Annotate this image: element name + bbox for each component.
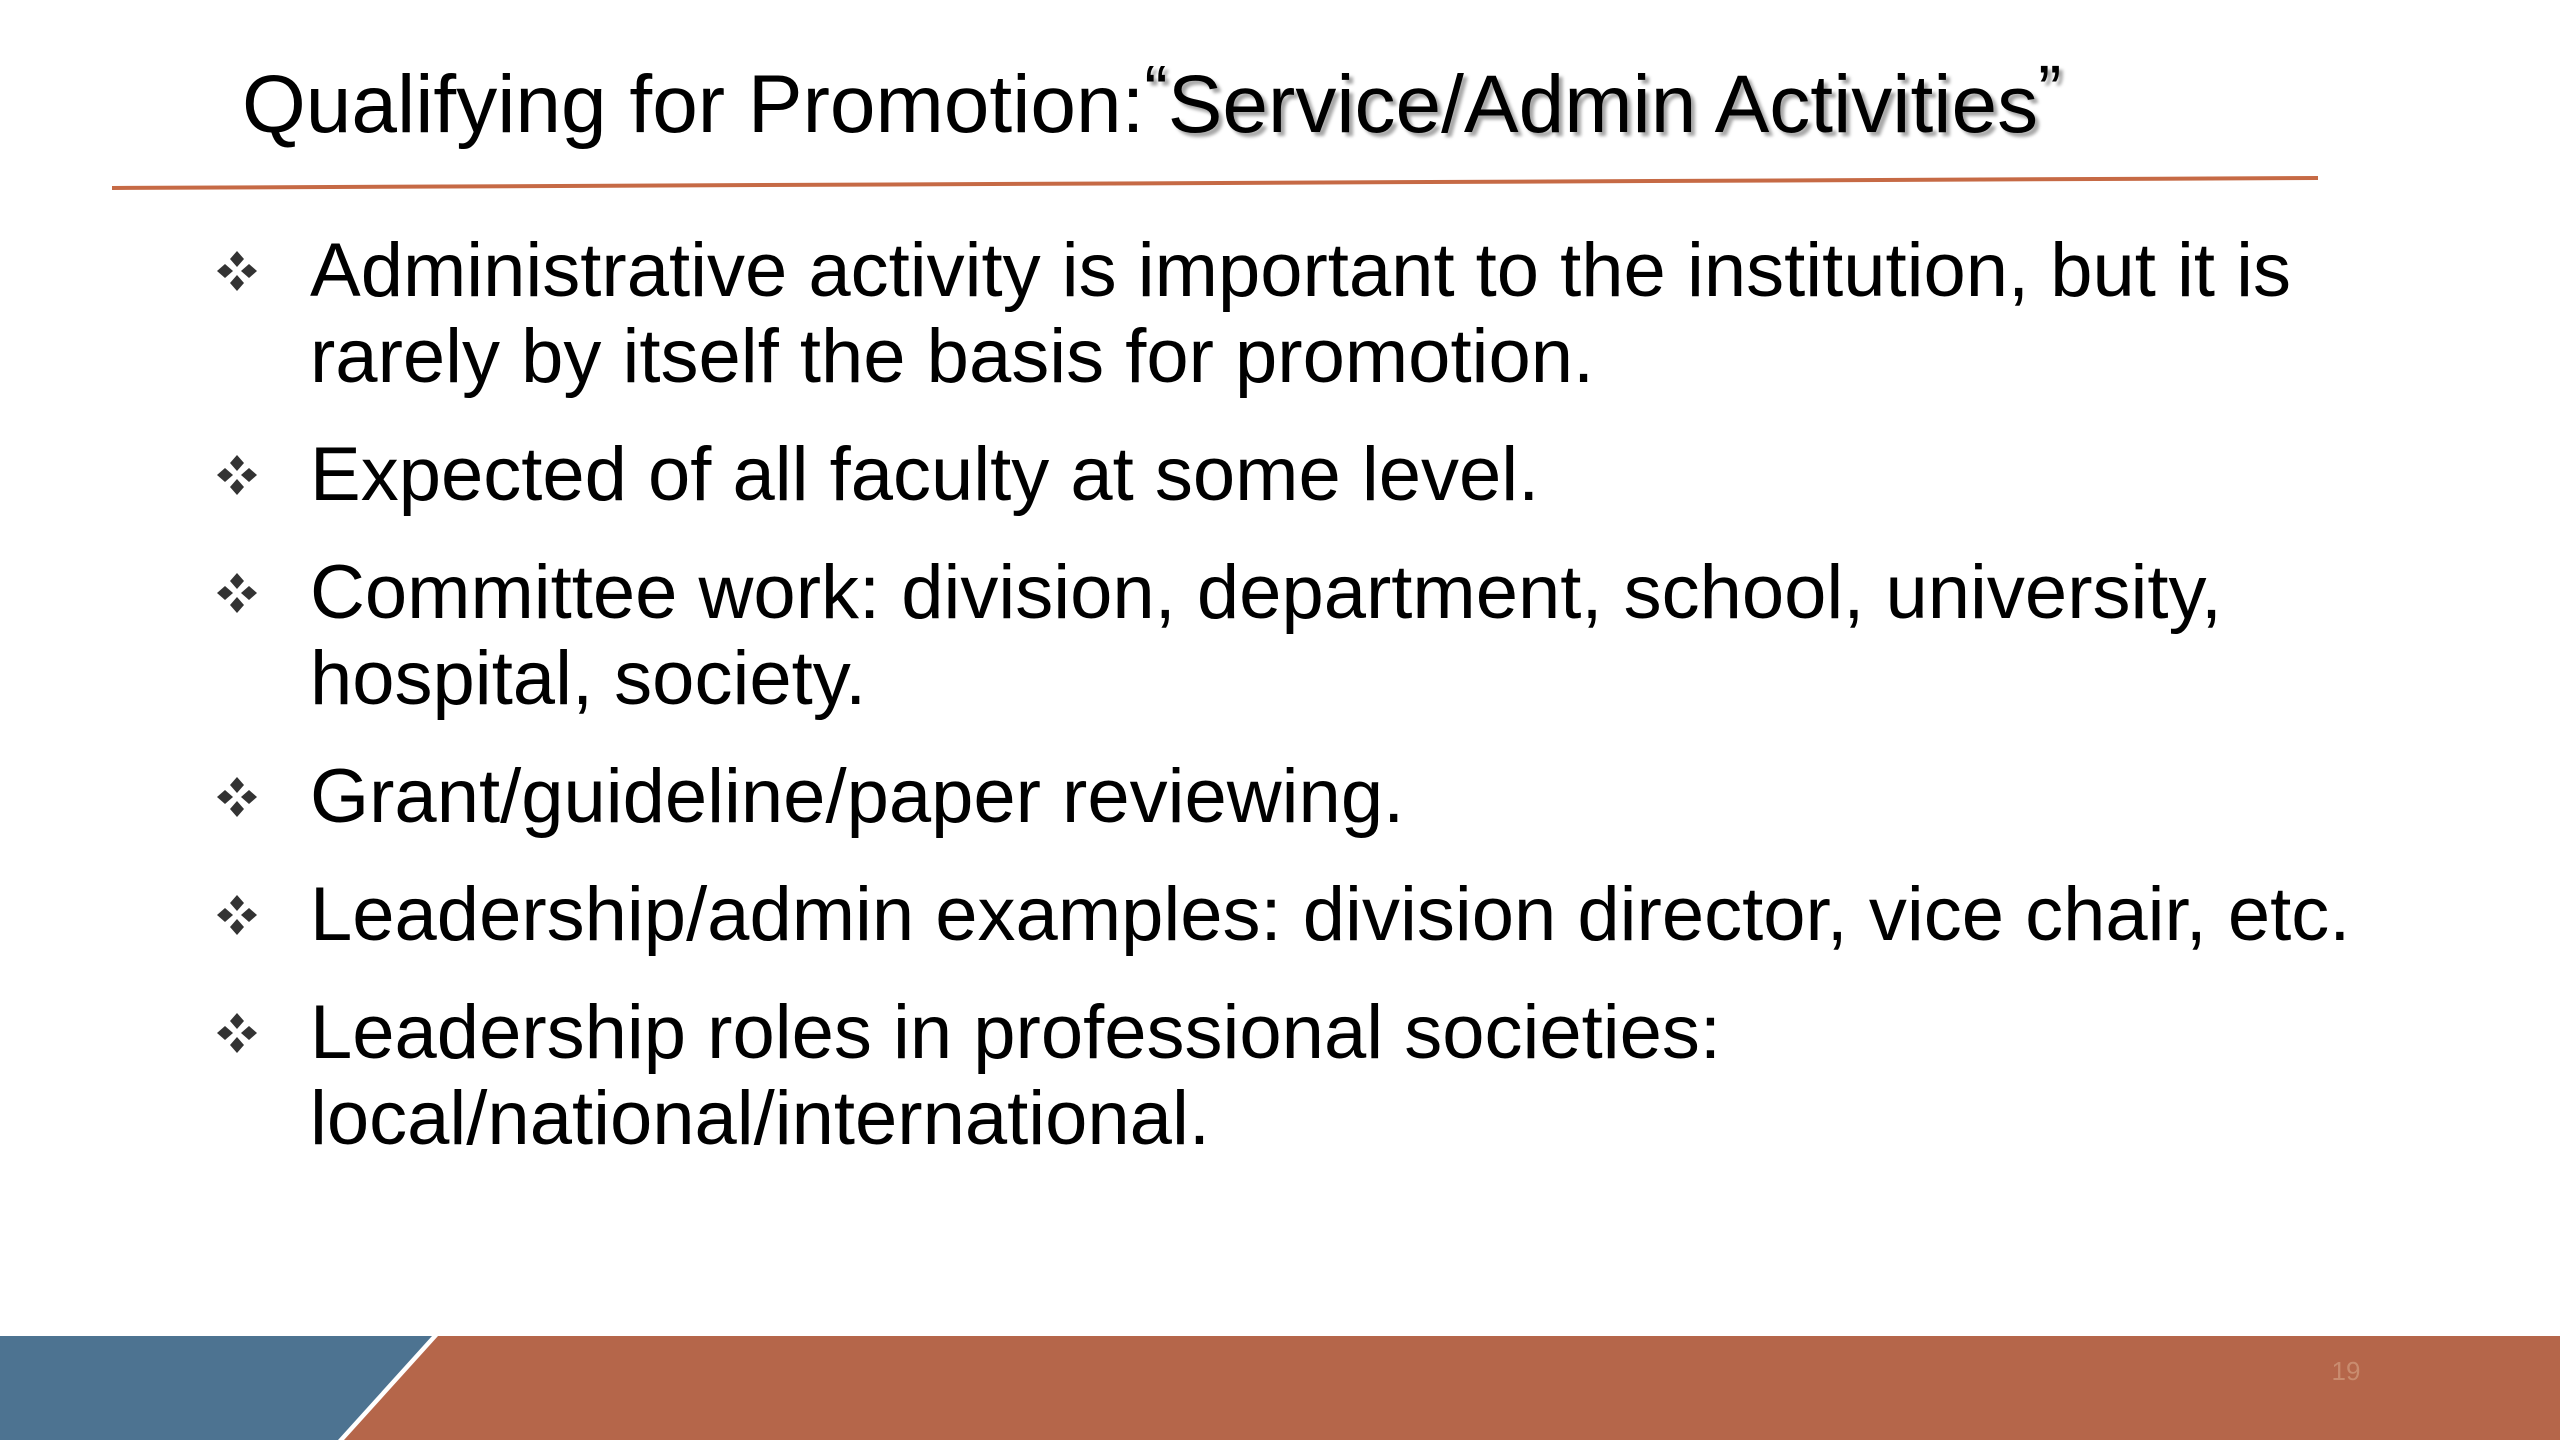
bullet-text: Leadership roles in professional societies: local/national/international. <box>310 990 1722 1161</box>
four-diamond-bullet-icon <box>214 248 260 294</box>
four-diamond-bullet-icon <box>214 774 260 820</box>
title-open-quote: “ <box>1144 51 1168 129</box>
four-diamond-bullet-icon <box>214 892 260 938</box>
list-item <box>210 872 2410 958</box>
bullet-text: Administrative activity is important to the institution, but it is rarely by itself the basis for promotion. <box>310 228 2292 399</box>
title-emphasis: Service/Admin Activities <box>1167 59 2039 150</box>
title-prefix: Qualifying for Promotion: <box>242 59 1145 150</box>
footer-band <box>0 1336 2560 1440</box>
list-item <box>210 550 2410 722</box>
list-item <box>210 990 2410 1162</box>
bullet-text: Committee work: division, department, school, university, hospital, society. <box>310 550 2222 721</box>
page-number: 19 <box>2331 1356 2361 1386</box>
four-diamond-bullet-icon <box>214 452 260 498</box>
list-item <box>210 432 2410 518</box>
title-close-quote: ” <box>2038 51 2062 129</box>
bullet-text: Leadership/admin examples: division director, vice chair, etc. <box>310 872 2351 957</box>
list-item <box>210 754 2410 840</box>
four-diamond-bullet-icon <box>214 1010 260 1056</box>
bullet-text: Grant/guideline/paper reviewing. <box>310 754 1405 839</box>
title-underline <box>0 0 2560 200</box>
four-diamond-bullet-icon <box>214 570 260 616</box>
bullet-text: Expected of all faculty at some level. <box>310 432 1540 517</box>
list-item <box>210 228 2410 400</box>
bullet-list <box>210 228 2410 1194</box>
